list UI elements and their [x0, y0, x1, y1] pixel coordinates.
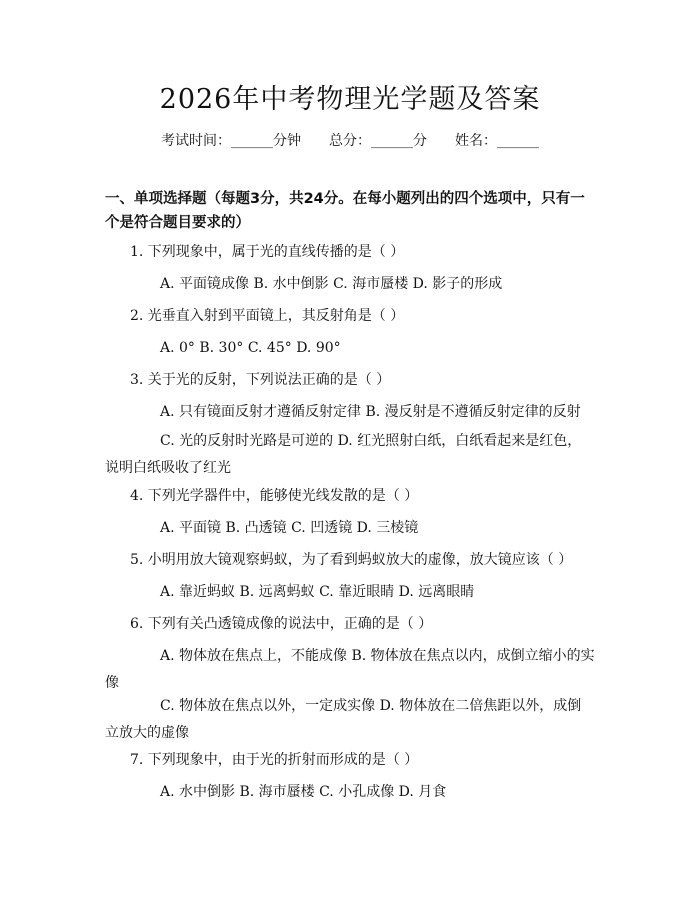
question-6: 6. 下列有关凸透镜成像的说法中，正确的是（ ） — [130, 616, 433, 632]
question-3: 3. 关于光的反射，下列说法正确的是（ ） — [130, 372, 391, 388]
question-6-options-ab: A. 物体放在焦点上，不能成像 B. 物体放在焦点以内，成倒立缩小的实像 — [105, 648, 595, 691]
question-6-options-cd: C. 物体放在焦点以外，一定成实像 D. 物体放在二倍焦距以外，成倒立放大的虚像 — [105, 698, 582, 741]
page-title: 2026年中考物理光学题及答案 — [159, 84, 541, 115]
question-4-options: A. 平面镜 B. 凸透镜 C. 凹透镜 D. 三棱镜 — [160, 520, 419, 536]
question-1-options: A. 平面镜成像 B. 水中倒影 C. 海市蜃楼 D. 影子的形成 — [160, 276, 503, 292]
question-2-options: A. 0° B. 30° C. 45° D. 90° — [160, 340, 341, 356]
question-3-options-ab: A. 只有镜面反射才遵循反射定律 B. 漫反射是不遵循反射定律的反射 — [160, 404, 581, 420]
question-1: 1. 下列现象中，属于光的直线传播的是（ ） — [130, 244, 405, 260]
question-7: 7. 下列现象中，由于光的折射而形成的是（ ） — [130, 752, 419, 768]
exam-info-line: 考试时间：______分钟 总分：______分 姓名：______ — [161, 133, 539, 149]
question-5-options: A. 靠近蚂蚁 B. 远离蚂蚁 C. 靠近眼睛 D. 远离眼睛 — [160, 584, 475, 600]
question-2: 2. 光垂直入射到平面镜上，其反射角是（ ） — [130, 308, 405, 324]
question-7-options: A. 水中倒影 B. 海市蜃楼 C. 小孔成像 D. 月食 — [160, 784, 447, 800]
question-5: 5. 小明用放大镜观察蚂蚁，为了看到蚂蚁放大的虚像，放大镜应该（ ） — [130, 552, 573, 568]
section-heading: 一、单项选择题（每题3分，共24分。在每小题列出的四个选项中，只有一个是符合题目要求的） — [105, 191, 585, 231]
question-4: 4. 下列光学器件中，能够使光线发散的是（ ） — [130, 488, 419, 504]
question-3-options-cd: C. 光的反射时光路是可逆的 D. 红光照射白纸，白纸看起来是红色，说明白纸吸收了红光 — [105, 433, 582, 476]
